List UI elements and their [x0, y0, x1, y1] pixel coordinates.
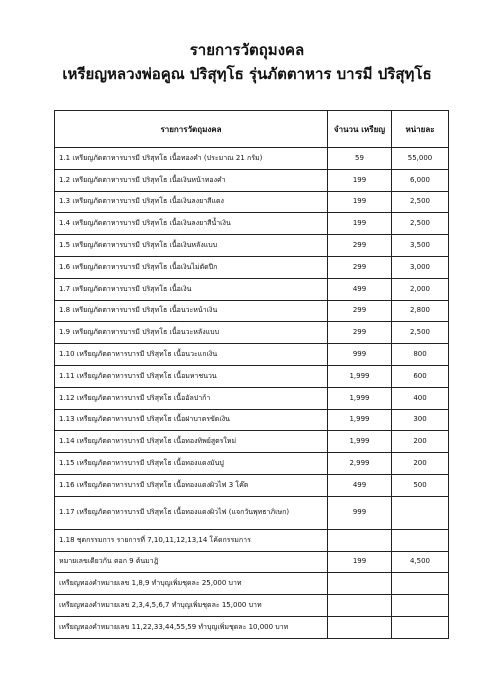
- cell-price: 2,800: [392, 300, 449, 322]
- cell-price: 800: [392, 344, 449, 366]
- table-row: [55, 148, 449, 170]
- table-row: [55, 595, 449, 617]
- cell-price: [392, 616, 449, 638]
- cell-qty: [328, 616, 392, 638]
- column-header-price: หน่ายละ: [392, 111, 449, 148]
- cell-item: 1.9 เหรียญภัตตาหารบารมี ปริสุทโธ เนื้อนวะหลังแบบ: [55, 322, 328, 344]
- table-row: [55, 235, 449, 257]
- document-subtitle: เหรียญหลวงพ่อคูณ ปริสุทฺโธ รุ่นภัตตาหาร บารมี ปริสุทฺโธ: [62, 65, 432, 83]
- cell-item: 1.10 เหรียญภัตตาหารบารมี ปริสุทโธ เนื้อนวะแกเงิน: [55, 344, 328, 366]
- cell-item: 1.14 เหรียญภัตตาหารบารมี ปริสุทโธ เนื้อทองทิพย์สูตรใหม่: [55, 431, 328, 453]
- cell-price: 400: [392, 387, 449, 409]
- cell-price: 2,000: [392, 278, 449, 300]
- cell-qty: 499: [328, 474, 392, 496]
- cell-qty: 1,999: [328, 387, 392, 409]
- cell-qty: 199: [328, 169, 392, 191]
- table-row: [55, 551, 449, 573]
- cell-price: [392, 529, 449, 551]
- cell-item: 1.4 เหรียญภัตตาหารบารมี ปริสุทโธ เนื้อเงินลงยาสีน้ำเงิน: [55, 213, 328, 235]
- cell-price: 2,500: [392, 322, 449, 344]
- table-row: [55, 431, 449, 453]
- cell-item: 1.7 เหรียญภัตตาหารบารมี ปริสุทโธ เนื้อเงิน: [55, 278, 328, 300]
- cell-price: 200: [392, 453, 449, 475]
- table-row: [55, 409, 449, 431]
- cell-qty: 1,999: [328, 409, 392, 431]
- table-row: [55, 344, 449, 366]
- document-title: รายการวัตถุมงคล: [189, 41, 305, 59]
- cell-qty: 299: [328, 300, 392, 322]
- cell-item: เหรียญทองคำหมายเลข 11,22,33,44,55,59 ทำบุญเพิ่มชุดละ 10,000 บาท: [55, 616, 328, 638]
- cell-price: 3,500: [392, 235, 449, 257]
- cell-qty: 2,999: [328, 453, 392, 475]
- cell-item: 1.17 เหรียญภัตตาหารบารมี ปริสุทโธ เนื้อทองแดงผิวไฟ (แจกวันพุทธาภิเษก): [55, 496, 328, 529]
- cell-item: 1.2 เหรียญภัตตาหารบารมี ปริสุทโธ เนื้อเงินหน้าทองคำ: [55, 169, 328, 191]
- cell-item: 1.12 เหรียญภัตตาหารบารมี ปริสุทโธ เนื้ออัลปาก้า: [55, 387, 328, 409]
- cell-item: เหรียญทองคำหมายเลข 2,3,4,5,6,7 ทำบุญเพิ่มชุดละ 15,000 บาท: [55, 595, 328, 617]
- cell-qty: 299: [328, 322, 392, 344]
- cell-qty: [328, 595, 392, 617]
- cell-item: 1.3 เหรียญภัตตาหารบารมี ปริสุทโธ เนื้อเงินลงยาสีแดง: [55, 191, 328, 213]
- column-header-item: รายการวัตถุมงคล: [55, 111, 328, 148]
- cell-item: 1.8 เหรียญภัตตาหารบารมี ปริสุทโธ เนื้อนวะหน้าเงิน: [55, 300, 328, 322]
- cell-price: [392, 573, 449, 595]
- table-row: [55, 322, 449, 344]
- cell-qty: 199: [328, 191, 392, 213]
- cell-qty: 299: [328, 235, 392, 257]
- cell-price: [392, 496, 449, 529]
- cell-qty: 999: [328, 344, 392, 366]
- cell-price: 200: [392, 431, 449, 453]
- cell-item: 1.5 เหรียญภัตตาหารบารมี ปริสุทโธ เนื้อเงินหลังแบบ: [55, 235, 328, 257]
- cell-item: 1.18 ชุดกรรมการ รายการที่ 7,10,11,12,13,14 โค้ดกรรมการ: [55, 529, 328, 551]
- cell-item: 1.6 เหรียญภัตตาหารบารมี ปริสุทโธ เนื้อเงินไม่ตัดปีก: [55, 256, 328, 278]
- cell-price: 4,500: [392, 551, 449, 573]
- cell-item: 1.13 เหรียญภัตตาหารบารมี ปริสุทโธ เนื้อฝาบาตรขัดเงิน: [55, 409, 328, 431]
- table-row: [55, 573, 449, 595]
- table-row: [55, 453, 449, 475]
- table-row: [55, 213, 449, 235]
- cell-item: 1.1 เหรียญภัตตาหารบารมี ปริสุทโธ เนื้อทองคำ (ประมาณ 21 กรัม): [55, 148, 328, 170]
- cell-item: หมายเลขเดียวกัน ตอก 9 ต้นมาฎิ: [55, 551, 328, 573]
- table-row: [55, 496, 449, 529]
- table-header-row: [55, 111, 449, 148]
- items-table: [54, 110, 449, 639]
- cell-price: 600: [392, 365, 449, 387]
- cell-price: 3,000: [392, 256, 449, 278]
- cell-price: 500: [392, 474, 449, 496]
- cell-qty: [328, 529, 392, 551]
- table-row: [55, 256, 449, 278]
- cell-price: [392, 595, 449, 617]
- cell-price: 6,000: [392, 169, 449, 191]
- cell-qty: 999: [328, 496, 392, 529]
- table-row: [55, 616, 449, 638]
- cell-qty: 199: [328, 213, 392, 235]
- cell-item: 1.15 เหรียญภัตตาหารบารมี ปริสุทโธ เนื้อทองแดงมันปู: [55, 453, 328, 475]
- table-row: [55, 365, 449, 387]
- cell-qty: 1,999: [328, 365, 392, 387]
- table-row: [55, 169, 449, 191]
- cell-item: 1.11 เหรียญภัตตาหารบารมี ปริสุทโธ เนื้อมหาชนวน: [55, 365, 328, 387]
- table-row: [55, 474, 449, 496]
- column-header-qty: จำนวน เหรียญ: [328, 111, 392, 148]
- cell-qty: 1,999: [328, 431, 392, 453]
- cell-item: เหรียญทองคำหมายเลข 1,8,9 ทำบุญเพิ่มชุดละ 25,000 บาท: [55, 573, 328, 595]
- cell-qty: 299: [328, 256, 392, 278]
- table-row: [55, 278, 449, 300]
- cell-price: 300: [392, 409, 449, 431]
- cell-price: 2,500: [392, 191, 449, 213]
- table-row: [55, 300, 449, 322]
- table-row: [55, 529, 449, 551]
- cell-qty: 499: [328, 278, 392, 300]
- cell-item: 1.16 เหรียญภัตตาหารบารมี ปริสุทโธ เนื้อทองแดงผิวไฟ 3 โค๊ด: [55, 474, 328, 496]
- cell-price: 2,500: [392, 213, 449, 235]
- cell-price: 55,000: [392, 148, 449, 170]
- cell-qty: [328, 573, 392, 595]
- cell-qty: 59: [328, 148, 392, 170]
- cell-qty: 199: [328, 551, 392, 573]
- table-row: [55, 191, 449, 213]
- table-row: [55, 387, 449, 409]
